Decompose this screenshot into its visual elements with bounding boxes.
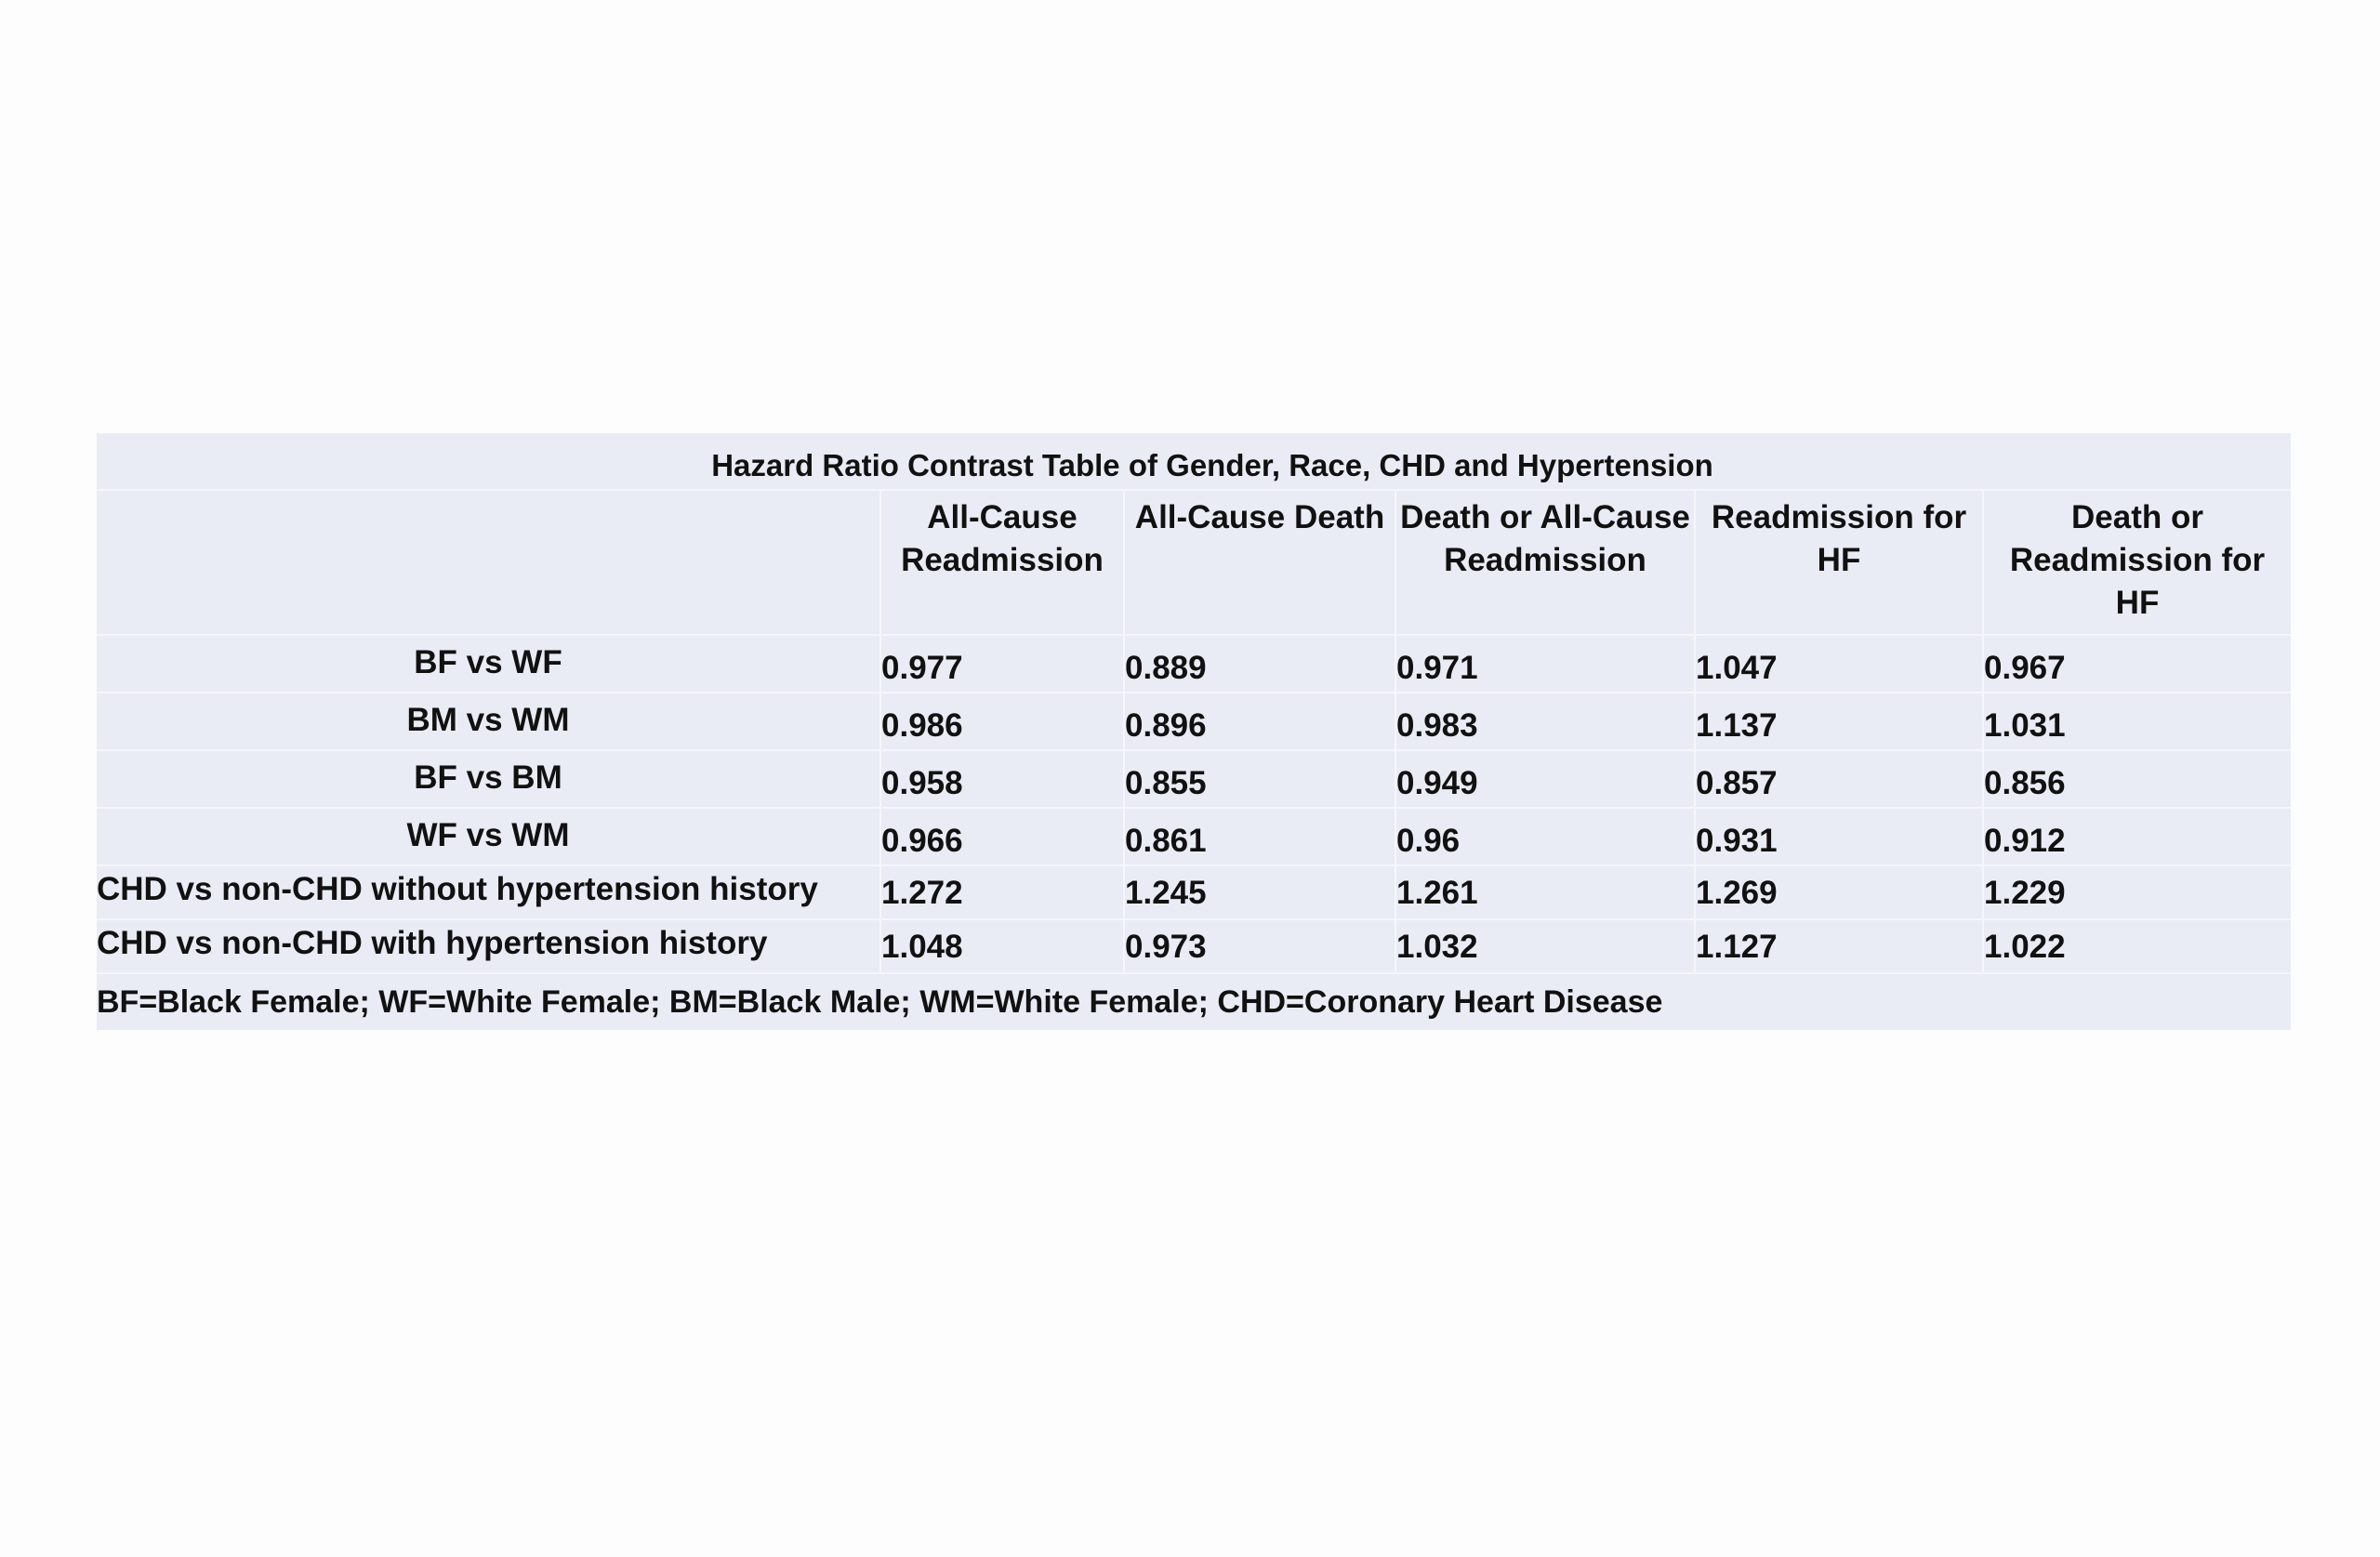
table-cell: 0.966 [879, 809, 1123, 864]
row-label: BM vs WM [406, 702, 570, 738]
row-label: WF vs WM [406, 817, 570, 853]
hazard-ratio-table [97, 433, 2291, 1030]
table-row [97, 866, 2291, 920]
table-cell: 1.127 [1694, 920, 1982, 972]
table-cell: 0.931 [1694, 809, 1982, 864]
table-cell: 1.137 [1694, 693, 1982, 749]
table-cell: 0.857 [1694, 751, 1982, 807]
table-title: Hazard Ratio Contrast Table of Gender, Race, CHD and Hypertension [711, 448, 1713, 482]
table-row [97, 809, 2291, 866]
row-label: CHD vs non-CHD with hypertension history [97, 925, 768, 961]
table-footnote: BF=Black Female; WF=White Female; BM=Black Male; WM=White Female; CHD=Coronary Heart Disease [97, 984, 1663, 1020]
table-cell: 1.031 [1982, 693, 2291, 749]
table-cell: 1.245 [1123, 866, 1395, 918]
table-cell: 0.855 [1123, 751, 1395, 807]
table-title-row [97, 433, 2291, 491]
table-cell: 1.229 [1982, 866, 2291, 918]
table-cell: 0.861 [1123, 809, 1395, 864]
table-cell: 0.896 [1123, 693, 1395, 749]
table-cell: 0.856 [1982, 751, 2291, 807]
header-all-cause-death: All-Cause Death [1123, 491, 1395, 634]
table-cell: 0.96 [1395, 809, 1694, 864]
table-cell: 1.269 [1694, 866, 1982, 918]
table-header-row [97, 491, 2291, 636]
header-death-or-all-cause-readmission: Death or All-Cause Readmission [1395, 491, 1694, 634]
table-cell: 1.047 [1694, 636, 1982, 692]
table-cell: 1.048 [879, 920, 1123, 972]
table-cell: 1.272 [879, 866, 1123, 918]
table-cell: 0.971 [1395, 636, 1694, 692]
header-readmission-for-hf: Readmission for HF [1694, 491, 1982, 634]
table-cell: 0.889 [1123, 636, 1395, 692]
header-cell-blank [97, 491, 879, 634]
table-row [97, 693, 2291, 751]
table-cell: 0.912 [1982, 809, 2291, 864]
table-row [97, 920, 2291, 974]
table-cell: 0.983 [1395, 693, 1694, 749]
table-row [97, 751, 2291, 809]
header-death-or-readmission-for-hf: Death or Readmission for HF [1982, 491, 2291, 634]
table-footnote-row [97, 974, 2291, 1030]
table-cell: 1.022 [1982, 920, 2291, 972]
table-cell: 0.973 [1123, 920, 1395, 972]
row-label: CHD vs non-CHD without hypertension history [97, 871, 818, 907]
header-all-cause-readmission: All-Cause Readmission [879, 491, 1123, 634]
table-cell: 1.032 [1395, 920, 1694, 972]
table-cell: 1.261 [1395, 866, 1694, 918]
table-cell: 0.986 [879, 693, 1123, 749]
table-row [97, 636, 2291, 693]
row-label: BF vs BM [414, 759, 562, 796]
row-label: BF vs WF [414, 644, 562, 680]
table-cell: 0.977 [879, 636, 1123, 692]
table-cell: 0.967 [1982, 636, 2291, 692]
table-cell: 0.958 [879, 751, 1123, 807]
table-cell: 0.949 [1395, 751, 1694, 807]
